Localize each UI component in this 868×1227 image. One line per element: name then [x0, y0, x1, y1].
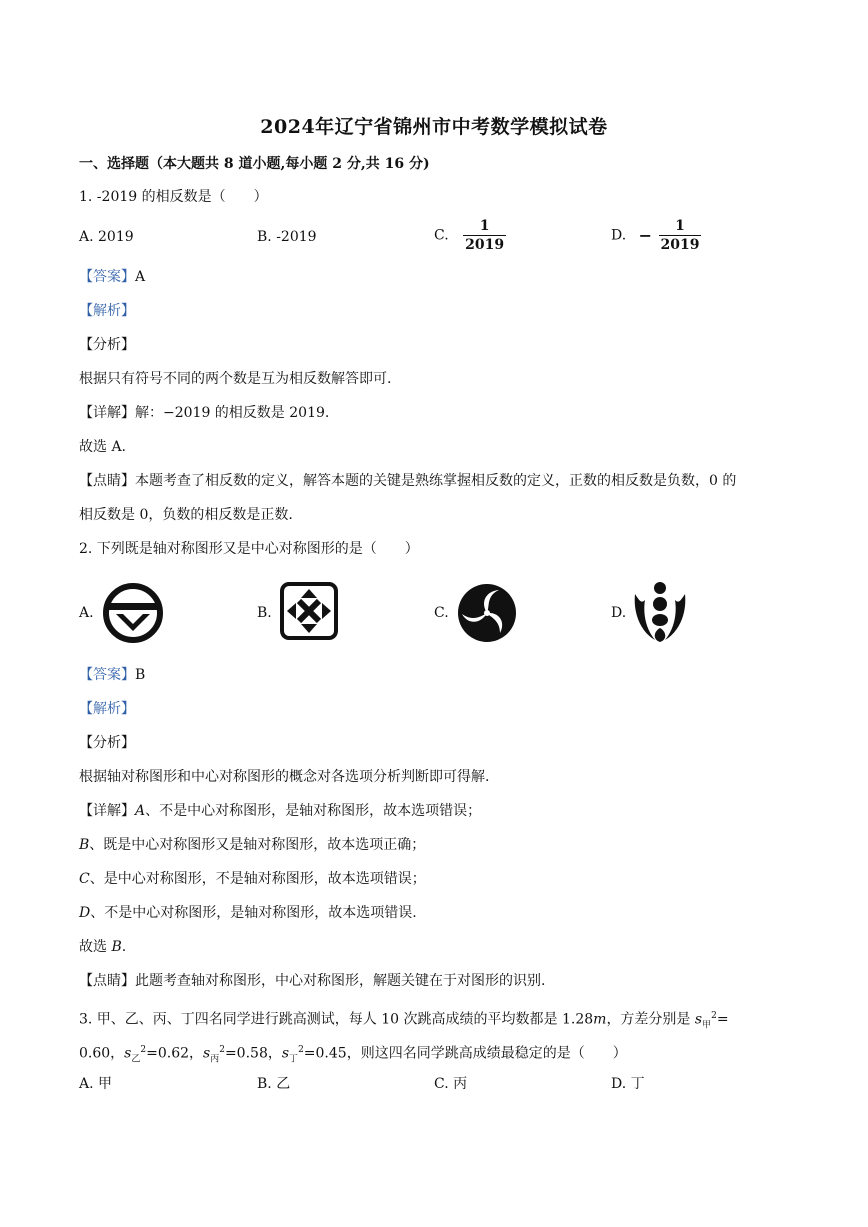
q2-xiangjie-d — [79, 903, 417, 923]
q1-option-b: B. -2019 — [257, 229, 317, 245]
q1-fenxi-tag: 【分析】 — [79, 337, 135, 353]
q2-jiexi-tag: 【解析】 — [79, 701, 135, 717]
q3-s-ding: s — [281, 1045, 290, 1062]
q1-answer-value: A — [135, 269, 146, 285]
q1-option-a: A. 2019 — [79, 229, 134, 245]
q3-line1-text-a: 3. 甲、乙、丙、丁四名同学进行跳高测试，每人 10 次跳高成绩的平均数都是 1.28 — [79, 1011, 594, 1028]
q2-option-a-label: A. — [79, 605, 94, 621]
q3-bing-value: =0.58， — [224, 1045, 282, 1062]
q1-dianjing-line2: 相反数是 0，负数的相反数是正数. — [79, 507, 293, 523]
q3-sup-jia: 2 — [711, 1011, 717, 1021]
q3-s-bing: s — [203, 1045, 211, 1062]
q2-xiangjie-tag: 【详解】 — [79, 803, 135, 819]
q3-eq-jia: = — [716, 1011, 729, 1028]
q1-option-c — [434, 217, 506, 254]
q1-dianjing-line1: 【点睛】本题考查了相反数的定义，解答本题的关键是熟练掌握相反数的定义，正数的相反数是负数，0 的 — [79, 473, 737, 489]
q3-sub-bing: 丙 — [210, 1054, 220, 1065]
q1-option-c-label: C. — [434, 227, 449, 244]
q2-guxuan — [79, 937, 126, 957]
q2-figure-d-icon — [631, 580, 689, 644]
q3-sub-ding: 丁 — [289, 1054, 299, 1065]
q2-stem: 2. 下列既是轴对称图形又是中心对称图形的是（ ） — [79, 541, 419, 557]
q1-option-d-label: D. — [611, 227, 627, 244]
q3-sub-jia: 甲 — [702, 1020, 712, 1031]
q3-line2 — [79, 1040, 627, 1069]
q2-figure-b-icon — [279, 581, 339, 641]
q3-ding-value: =0.45，则这四名同学跳高成绩最稳定的是（ ） — [303, 1045, 627, 1062]
q1-option-c-numerator: 1 — [479, 218, 490, 234]
q3-sup-ding: 2 — [298, 1045, 304, 1055]
q1-option-c-denominator: 2019 — [465, 237, 505, 253]
q2-guxuan-post: . — [121, 939, 127, 955]
q2-answer-tag: 【答案】 — [79, 667, 135, 683]
page-title: 2024年辽宁省锦州市中考数学模拟试卷 — [260, 116, 608, 138]
q2-line-b-text: 、既是中心对称图形又是轴对称图形，故本选项正确； — [89, 837, 426, 853]
q3-line1 — [79, 1006, 729, 1035]
q2-guxuan-letter: B — [111, 939, 122, 955]
q2-line-c-text: 、是中心对称图形，不是轴对称图形，故本选项错误； — [89, 871, 426, 887]
q2-line-a-text: 、不是中心对称图形，是轴对称图形，故本选项错误； — [145, 803, 482, 819]
q3-sup-bing: 2 — [219, 1045, 225, 1055]
q3-option-a: A. 甲 — [79, 1076, 113, 1092]
q3-sup-yi: 2 — [140, 1045, 147, 1055]
q1-option-d-numerator: 1 — [675, 218, 685, 234]
q1-option-d-fraction — [659, 217, 702, 254]
q3-option-b: B. 乙 — [257, 1076, 291, 1092]
q2-answer-value: B — [135, 667, 146, 683]
q3-s-jia: s — [694, 1011, 703, 1028]
q2-guxuan-pre: 故选 — [79, 939, 112, 955]
q3-unit-m: m — [593, 1011, 607, 1028]
q1-option-d — [611, 217, 701, 254]
q3-yi-value: =0.62， — [146, 1045, 204, 1062]
q2-line-c-letter: C — [79, 871, 90, 887]
q3-option-c: C. 丙 — [434, 1076, 468, 1092]
q3-option-d: D. 丁 — [611, 1076, 645, 1092]
q2-line-d-text: 、不是中心对称图形，是轴对称图形，故本选项错误. — [90, 905, 417, 921]
q2-answer — [79, 665, 145, 685]
section-heading: 一、选择题（本大题共 8 道小题,每小题 2 分,共 16 分) — [79, 156, 430, 172]
q1-option-d-minus: − — [638, 225, 653, 245]
q2-line-d-letter: D — [79, 905, 91, 921]
q1-fenxi-text: 根据只有符号不同的两个数是互为相反数解答即可. — [79, 371, 392, 387]
q2-figure-a-icon — [102, 583, 164, 643]
q3-s-yi: s — [124, 1045, 132, 1062]
q1-jiexi-tag: 【解析】 — [79, 303, 135, 319]
q2-option-d-label: D. — [611, 605, 627, 621]
q2-xiangjie-b — [79, 835, 425, 855]
q1-answer-tag: 【答案】 — [79, 269, 135, 285]
q1-guxuan: 故选 A. — [79, 439, 127, 455]
q2-fenxi-text: 根据轴对称图形和中心对称图形的概念对各选项分析判断即可得解. — [79, 769, 490, 785]
q1-answer — [79, 267, 145, 287]
q1-stem: 1. -2019 的相反数是（ ） — [79, 189, 268, 205]
q2-line-a-letter: A — [135, 803, 146, 819]
q2-xiangjie-a — [79, 801, 481, 821]
q2-line-b-letter: B — [79, 837, 90, 853]
q2-option-b-label: B. — [257, 605, 272, 621]
q2-fenxi-tag: 【分析】 — [79, 735, 135, 751]
q2-figure-c-icon — [456, 582, 518, 644]
q2-dianjing: 【点睛】此题考查轴对称图形，中心对称图形，解题关键在于对图形的识别. — [79, 973, 546, 989]
q1-option-d-denominator: 2019 — [660, 237, 700, 253]
q3-sub-yi: 乙 — [131, 1054, 141, 1065]
q2-xiangjie-c — [79, 869, 426, 889]
q1-option-c-fraction — [463, 217, 506, 254]
q3-line1-text-b: ，方差分别是 — [606, 1011, 695, 1028]
q3-line2-jia-value: 0.60， — [79, 1045, 125, 1062]
q2-option-c-label: C. — [434, 605, 449, 621]
q1-xiangjie: 【详解】解：−2019 的相反数是 2019. — [79, 405, 330, 421]
